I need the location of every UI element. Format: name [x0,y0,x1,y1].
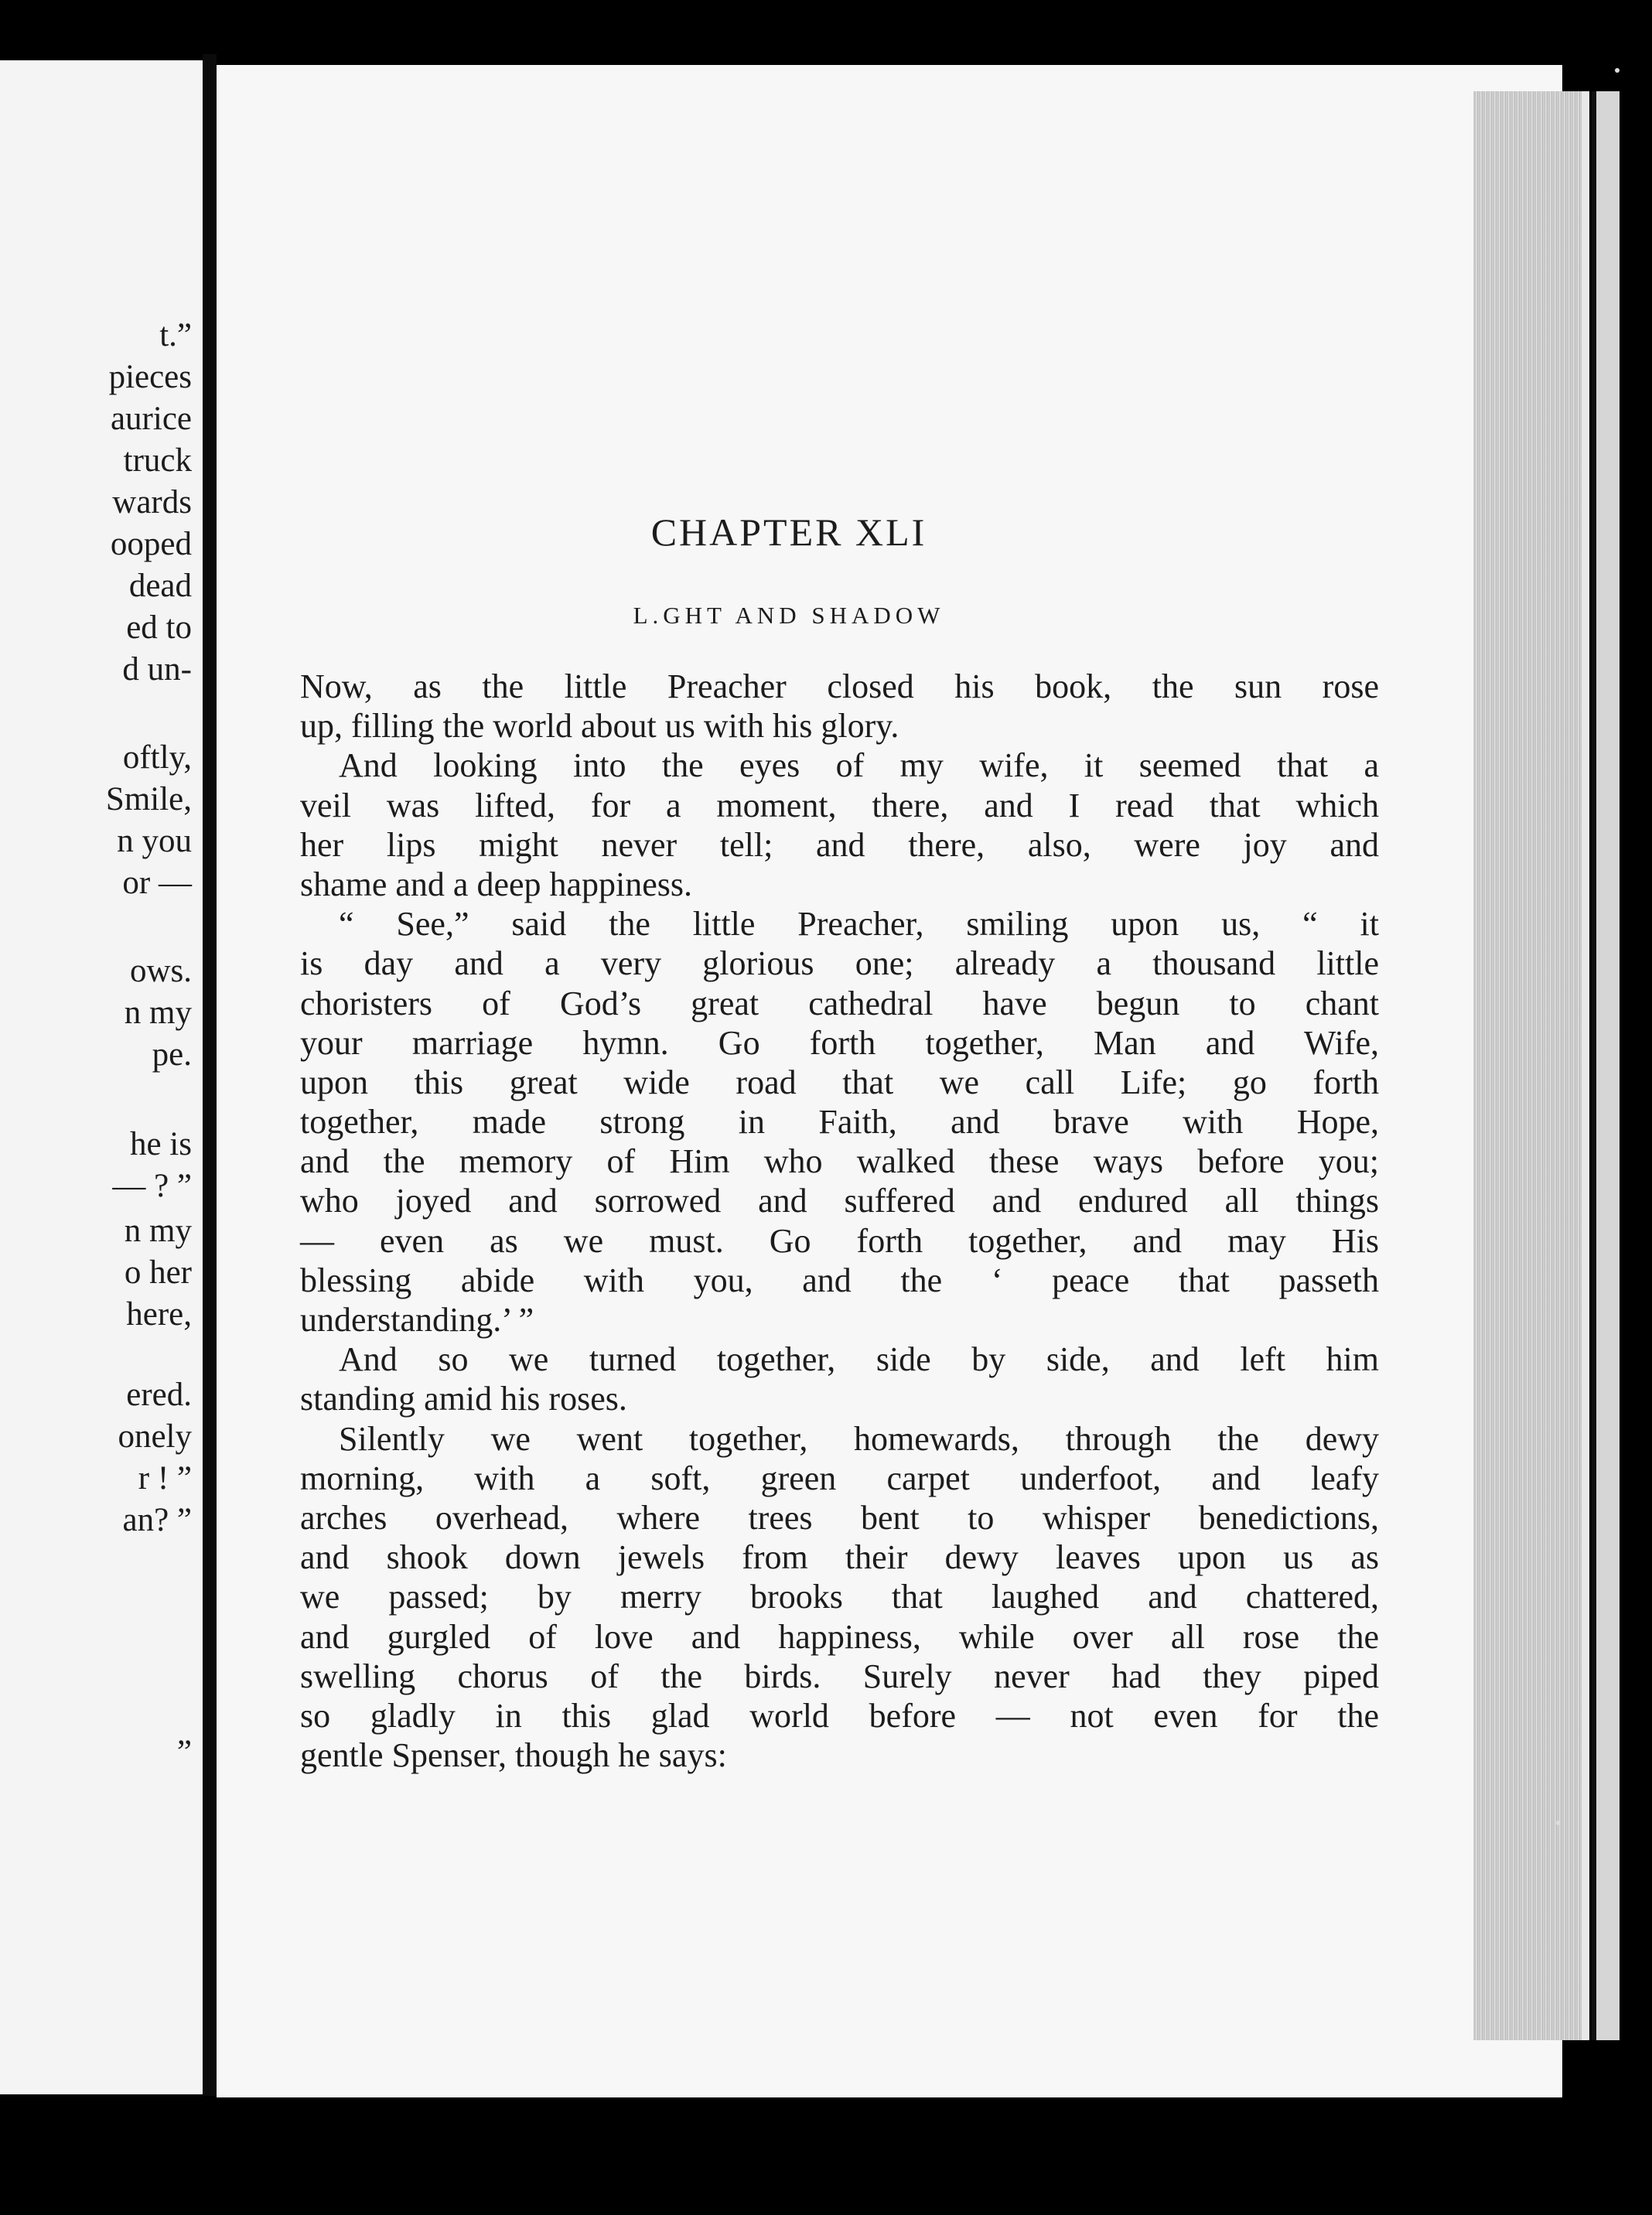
text-line: and the memory of Him who walked these ways before you; [300,1142,1379,1181]
text-line: And so we turned together, side by side, and left him [339,1340,1379,1379]
text-line: your marriage hymn. Go forth together, Man and Wife, [300,1023,1379,1062]
facing-line: d un- [122,651,192,688]
book-gutter [203,54,217,2096]
chapter-subtitle: L.GHT AND SHADOW [633,602,945,629]
facing-line: ed to [126,609,192,646]
facing-line: n my [124,1213,192,1249]
facing-line: aurice [110,401,192,437]
facing-line: an? ” [122,1502,192,1538]
text-line: gentle Spenser, though he says: [300,1736,727,1775]
text-line: “ See,” said the little Preacher, smiling upon us, “ it [339,905,1379,944]
text-line: — even as we must. Go forth together, and may His [300,1221,1379,1260]
page-block-edges [1473,91,1589,2040]
facing-line: dead [128,568,192,604]
scan-speck [1556,1821,1561,1825]
facing-line: or — [122,865,192,901]
book-cover-edge [1592,91,1620,2040]
facing-line: t.” [159,317,192,353]
facing-line: pieces [108,359,192,395]
text-line: upon this great wide road that we call Life; go forth [300,1063,1379,1101]
facing-line: — ? ” [112,1168,192,1204]
text-line: blessing abide with you, and the ‘ peace that passeth [300,1261,1379,1299]
text-line: we passed; by merry brooks that laughed and chattered, [300,1578,1379,1616]
text-line: And looking into the eyes of my wife, it seemed that a [339,746,1379,785]
text-line: who joyed and sorrowed and suffered and endured all things [300,1182,1379,1220]
text-line: understanding.’ ” [300,1301,534,1339]
chapter-title: CHAPTER XLI [650,510,927,554]
text-line: standing amid his roses. [300,1380,627,1418]
facing-page [0,60,203,2094]
facing-line: ooped [110,526,192,562]
facing-line: r ! ” [138,1460,192,1497]
text-line: shame and a deep happiness. [300,865,693,903]
text-line: together, made strong in Faith, and brave with Hope, [300,1103,1379,1142]
text-line: and shook down jewels from their dewy leaves upon us as [300,1538,1379,1577]
facing-line: n my [124,995,192,1031]
facing-line: oftly, [122,739,192,776]
text-line: choristers of God’s great cathedral have begun to chant [300,984,1379,1022]
scan-speck [1615,68,1620,73]
facing-line: onely [118,1418,192,1455]
text-line: up, filling the world about us with his glory. [300,707,899,746]
text-line: morning, with a soft, green carpet underfoot, and leafy [300,1459,1379,1497]
facing-line: pe. [152,1036,192,1073]
text-line: her lips might never tell; and there, also, were joy and [300,825,1379,864]
facing-line: ered. [126,1377,192,1413]
text-line: Now, as the little Preacher closed his book, the sun rose [300,667,1379,705]
text-line: and gurgled of love and happiness, while over all rose the [300,1617,1379,1656]
text-line: veil was lifted, for a moment, there, and I read that which [300,786,1379,824]
text-line: is day and a very glorious one; already a thousand little [300,944,1379,983]
facing-line: truck [123,442,192,479]
text-line: so gladly in this glad world before — not even for the [300,1696,1379,1735]
facing-line: here, [126,1296,192,1333]
facing-line: Smile, [105,781,192,817]
facing-line: ” [176,1734,192,1770]
facing-line: o her [124,1254,192,1291]
facing-line: wards [112,484,192,520]
facing-line: he is [129,1126,192,1162]
book-page [217,65,1562,2097]
facing-line: ows. [129,953,192,989]
text-line: Silently we went together, homewards, through the dewy [339,1419,1379,1458]
text-line: arches overhead, where trees bent to whisper benedictions, [300,1498,1379,1537]
chapter-body [300,667,1379,1775]
facing-line: n you [117,823,192,859]
text-line: swelling chorus of the birds. Surely never had they piped [300,1657,1379,1695]
